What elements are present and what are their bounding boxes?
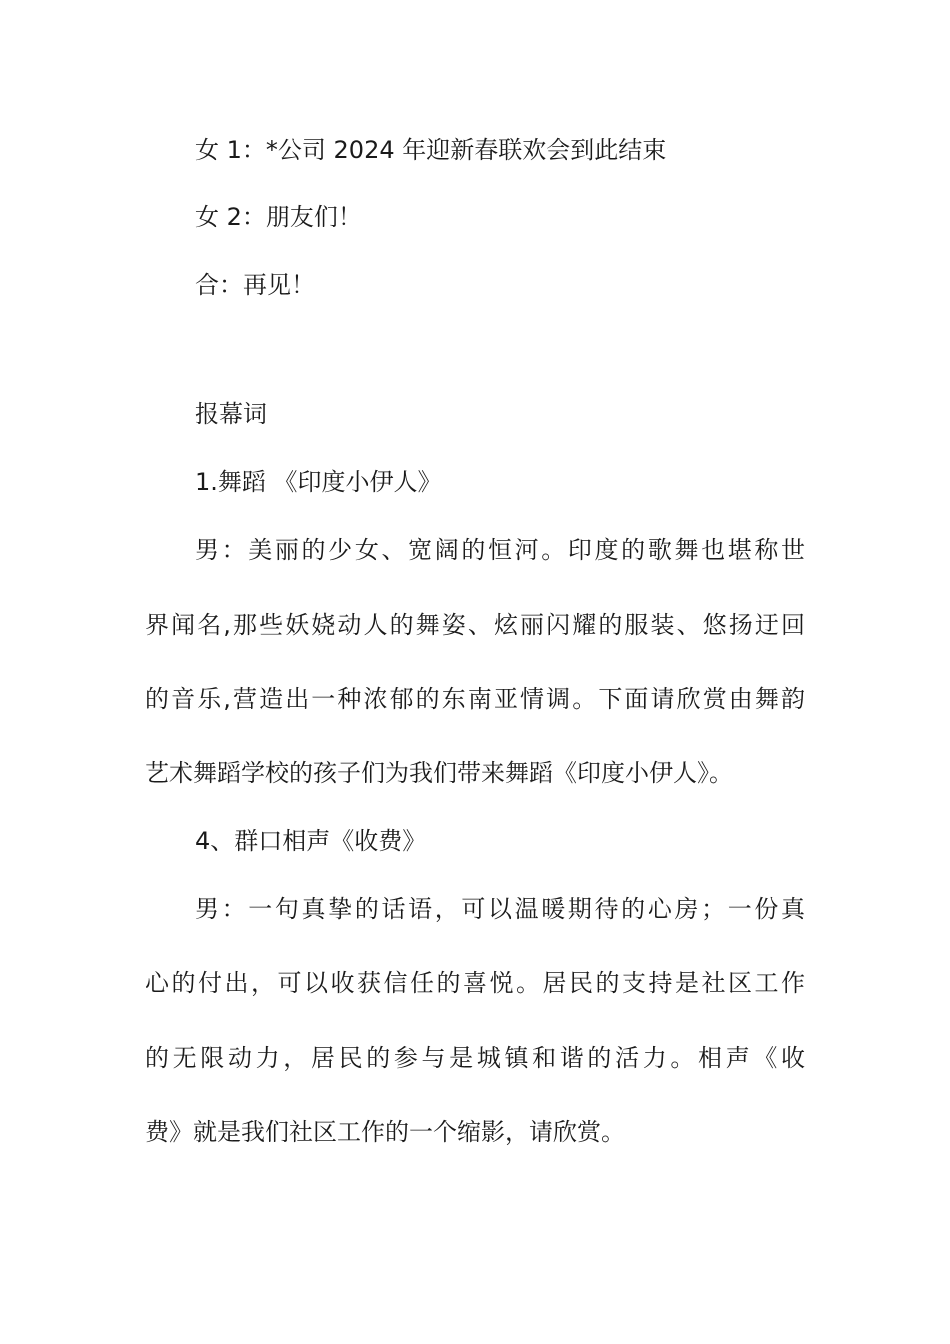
item-1-line-2: 界闻名,那些妖娆动人的舞姿、炫丽闪耀的服装、悠扬迂回 (145, 611, 805, 639)
closing-line-1: 女 1：*公司 2024 年迎新春联欢会到此结束 (195, 136, 667, 164)
item-2-line-3: 的无限动力，居民的参与是城镇和谐的活力。相声《收 (145, 1044, 805, 1072)
item-1-line-1: 男：美丽的少女、宽阔的恒河。印度的歌舞也堪称世 (195, 536, 805, 564)
item-1-line-3: 的音乐,营造出一种浓郁的东南亚情调。下面请欣赏由舞韵 (145, 685, 805, 713)
item-2-heading: 4、群口相声《收费》 (195, 827, 427, 855)
item-2-line-1: 男：一句真挚的话语，可以温暖期待的心房；一份真 (195, 895, 805, 923)
item-2-line-4: 费》就是我们社区工作的一个缩影，请欣赏。 (145, 1118, 625, 1146)
section-title: 报幕词 (195, 400, 267, 428)
item-2-line-2: 心的付出，可以收获信任的喜悦。居民的支持是社区工作 (145, 969, 805, 997)
item-1-heading: 1.舞蹈 《印度小伊人》 (195, 468, 442, 496)
closing-line-2: 女 2：朋友们！ (195, 203, 362, 231)
closing-line-3: 合：再见！ (195, 271, 315, 299)
item-1-line-4: 艺术舞蹈学校的孩子们为我们带来舞蹈《印度小伊人》。 (145, 759, 733, 787)
